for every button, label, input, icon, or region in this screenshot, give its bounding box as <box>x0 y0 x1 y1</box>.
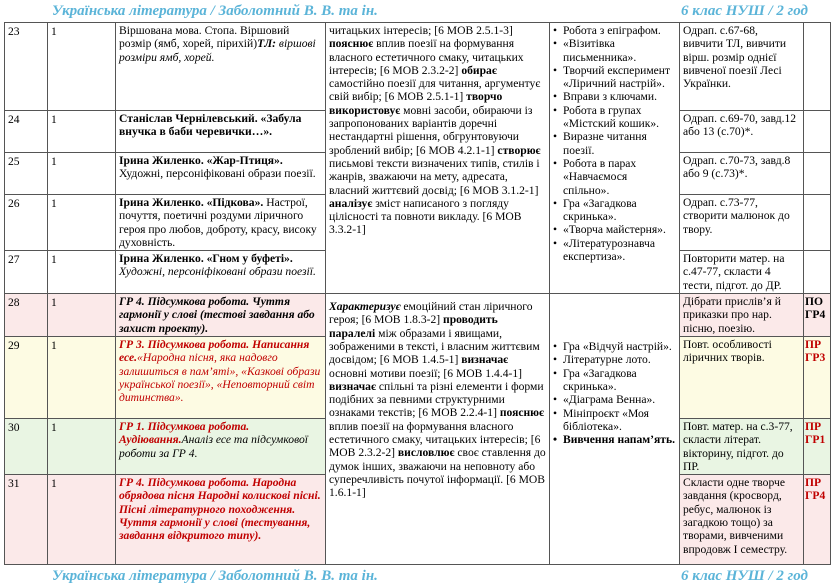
text-segment: обирає <box>461 63 497 77</box>
table-row <box>5 294 831 337</box>
lesson-number-cell: 28 <box>5 294 48 337</box>
text-segment: своє ставлення до думок інших, зважаючи на неповноту або суперечливість почутої інформації. [6 МОВ 1.6.1-1] <box>329 446 546 500</box>
text-segment: визначає <box>461 353 509 367</box>
text-segment: Настрої, почуття, поетичні роздуми ліричного героя про любов, доброту, красу, високу духовність. <box>119 196 317 249</box>
text-segment: Ірина Жиленко. «Жар-Птиця». <box>119 154 283 167</box>
text-segment: вплив поезії на формування власного естетичного смаку, читацьких інтересів; [6 МОВ 2.3.2-2] <box>329 37 524 77</box>
text-segment: висловлює <box>397 446 455 460</box>
list-item: • Мініпроєкт «Моя бібліотека». <box>553 407 676 434</box>
list-item: • Творчий експеримент «Ліричний настрій». <box>553 64 676 91</box>
header-right-text: 6 клас НУШ / 2 год <box>681 3 808 19</box>
text-segment: ГР 4. Підсумкова робота. Народна обрядова пісня Народні колискові пісні. Пісні літературного походження. Чуття гармонії у слові (тестування, завдання відкритого типу). <box>119 476 321 543</box>
text-segment: вплив поезії на формування власного естетичного смаку, читацьких інтересів; [6 МОВ 2.3.2-2] <box>329 419 541 460</box>
lesson-theme-cell <box>116 251 326 294</box>
text-segment: зміст написаного з погляду цілісності та повноти викладу. [6 МОВ 3.3.2-1] <box>329 196 522 237</box>
lesson-theme-cell <box>116 336 326 418</box>
list-item: • Літературне лото. <box>553 353 676 366</box>
text-segment: основні мотиви поезії; [6 МОВ 1.4.4-1] <box>329 366 523 380</box>
text-segment: самостійно поезії для читання, аргументує свій вибір; [6 МОВ 2.5.1-1] <box>329 77 541 104</box>
lesson-theme-cell <box>116 153 326 195</box>
text-segment: емоційний стан ліричного героя; [6 МОВ 1.8.3-2] <box>329 300 533 327</box>
lesson-theme-cell <box>116 23 326 111</box>
lesson-theme-cell <box>116 418 326 474</box>
text-segment: проводить паралелі <box>329 313 498 340</box>
learning-outcomes-cell <box>326 294 550 565</box>
text-segment: Віршована мова. Стопа. Віршовий розмір (ямб, хорей, пірихій) <box>119 24 290 51</box>
list-item: • Робота в групах «Містский кошик». <box>553 104 676 131</box>
methods-cell <box>550 294 680 565</box>
assessment-group-cell <box>804 111 831 153</box>
text-segment: творчо використовує <box>329 90 503 117</box>
text-segment: мовні засоби, обираючи із запропонованих варіантів доречні нестандартні рішення, обгрунтовуючи зроблений вибір; [6 МОВ 4.2.1-1] <box>329 103 533 157</box>
list-item: • Вправи з ключами. <box>553 90 676 103</box>
methods-list <box>553 24 676 263</box>
list-item: • Гра «Загадкова скринька». <box>553 367 676 394</box>
text-segment: Художні, персоніфіковані образи поезії. <box>119 265 316 279</box>
homework-cell: Одрап. с.67-68, вивчити ТЛ, вивчити вірш. розмір однієї вивченої поезії Лесі Українки. <box>680 23 804 111</box>
assessment-group-cell <box>804 23 831 111</box>
text-segment: ТЛ: <box>257 37 279 51</box>
hours-cell: 1 <box>48 336 116 418</box>
assessment-group-cell <box>804 195 831 251</box>
text-segment: ГР 4. Підсумкова робота. Чуття гармонії у слові (тестові завдання або захист проекту). <box>119 295 315 335</box>
methods-cell <box>550 23 680 294</box>
assessment-group-cell: ПР ГР1 <box>804 418 831 474</box>
lesson-plan-table <box>4 22 831 565</box>
text-segment: Ірина Жиленко. «Підкова». <box>119 196 264 209</box>
table-row <box>5 23 831 111</box>
lesson-number-cell: 23 <box>5 23 48 111</box>
footer-right-text: 6 клас НУШ / 2 год <box>681 568 808 584</box>
text-segment: ГР 1. Підсумкова робота. Аудіювання. <box>119 419 250 447</box>
header-left-text: Українська література / Заболотний В. В. та ін. <box>52 3 378 19</box>
lesson-number-cell: 27 <box>5 251 48 294</box>
lesson-number-cell: 29 <box>5 336 48 418</box>
assessment-group-cell <box>804 153 831 195</box>
list-item: • Робота в парах «Навчаємося спільно». <box>553 157 676 197</box>
homework-cell: Повторити матер. на с.47-77, скласти 4 тести, підгот. до ДР. <box>680 251 804 294</box>
lesson-number-cell: 26 <box>5 195 48 251</box>
text-segment: віршові розміри ямб, хорей. <box>119 37 316 64</box>
list-item: • Гра «Загадкова скринька». <box>553 197 676 224</box>
lesson-theme-cell <box>116 111 326 153</box>
hours-cell: 1 <box>48 111 116 153</box>
homework-cell: Дібрати прислів’я й приказки про нар. пісню, поезію. <box>680 294 804 337</box>
lesson-theme-cell <box>116 195 326 251</box>
learning-outcomes-cell <box>326 23 550 294</box>
text-segment: Художні, персоніфіковані образи поезії. <box>119 167 316 181</box>
text-segment: між образами і явищами, зображеними в тексті, і власним життєвим досвідом; [6 МОВ 1.4.5-1] <box>329 326 540 367</box>
lesson-theme-cell <box>116 475 326 565</box>
text-segment: пояснює <box>499 406 545 420</box>
text-segment: визначає <box>329 379 376 393</box>
text-segment: пояснює <box>329 37 374 51</box>
list-item: • «Діаграма Венна». <box>553 393 676 406</box>
page-header <box>0 0 837 22</box>
text-segment: Аналіз есе та підсумкової роботи за ГР 4. <box>119 433 308 460</box>
list-item: • «Візитівка письменника». <box>553 37 676 64</box>
text-segment: аналізує <box>329 196 373 210</box>
list-item: • Виразне читання поезії. <box>553 130 676 157</box>
text-segment: письмові тексти визначених типів, стилів і жанрів, зважаючи на мету, адресата, власний життєвий досвід; [6 МОВ 3.1.2-1] <box>329 156 540 197</box>
lesson-number-cell: 24 <box>5 111 48 153</box>
homework-cell: Повт. матер. на с.3-77, скласти літерат. вікторину, підгот. до ПР. <box>680 418 804 474</box>
text-segment: Характеризує <box>329 300 401 314</box>
list-item: • «Літературознавча експертиза». <box>553 237 676 264</box>
homework-cell: Одрап. с.70-73, завд.8 або 9 (с.73)*. <box>680 153 804 195</box>
lesson-theme-cell <box>116 294 326 337</box>
text-segment: створює <box>497 143 541 157</box>
page-footer <box>0 565 837 587</box>
lesson-number-cell: 31 <box>5 475 48 565</box>
homework-cell: Одрап. с.69-70, завд.12 або 13 (с.70)*. <box>680 111 804 153</box>
text-segment: читацьких інтересів; [6 МОВ 2.5.1-3] <box>329 24 513 37</box>
hours-cell: 1 <box>48 251 116 294</box>
list-item: • Гра «Відчуй настрій». <box>553 340 676 353</box>
hours-cell: 1 <box>48 195 116 251</box>
assessment-group-cell: ПО ГР4 <box>804 294 831 337</box>
methods-list <box>553 340 676 446</box>
list-item: • Вивчення напам’ять. <box>553 433 676 446</box>
lesson-number-cell: 30 <box>5 418 48 474</box>
footer-left-text: Українська література / Заболотний В. В. та ін. <box>52 568 378 584</box>
assessment-group-cell: ПР ГР4 <box>804 475 831 565</box>
text-segment: ГР 3. Підсумкова робота. Написання есе. <box>119 337 310 365</box>
homework-cell: Одрап. с.73-77, створити малюнок до твору. <box>680 195 804 251</box>
text-segment: Станіслав Чернілевський. «Забула внучка в баби черевички…». <box>119 112 302 139</box>
hours-cell: 1 <box>48 23 116 111</box>
list-item: • Робота з епіграфом. <box>553 24 676 37</box>
homework-cell: Скласти одне творче завдання (кросворд, ребус, малюнок із загадкою тощо) за творами, вивченими впродовж І семестру. <box>680 475 804 565</box>
hours-cell: 1 <box>48 418 116 474</box>
hours-cell: 1 <box>48 475 116 565</box>
lesson-number-cell: 25 <box>5 153 48 195</box>
list-item: • «Творча майстерня». <box>553 223 676 236</box>
hours-cell: 1 <box>48 153 116 195</box>
text-segment: «Народна пісня, яка надовго залишиться в пам’яті», «Казкові образи української поезії», «Неповторний світ дитинства». <box>119 351 321 405</box>
assessment-group-cell <box>804 251 831 294</box>
assessment-group-cell: ПР ГР3 <box>804 336 831 418</box>
text-segment: Ірина Жиленко. «Гном у буфеті». <box>119 252 293 266</box>
text-segment: спільні та різні елементи і форми подібних за певними структурними ознаками текстів; [6 МОВ 2.2.4-1] <box>329 379 544 420</box>
hours-cell: 1 <box>48 294 116 337</box>
homework-cell: Повт. особливості ліричних творів. <box>680 336 804 418</box>
